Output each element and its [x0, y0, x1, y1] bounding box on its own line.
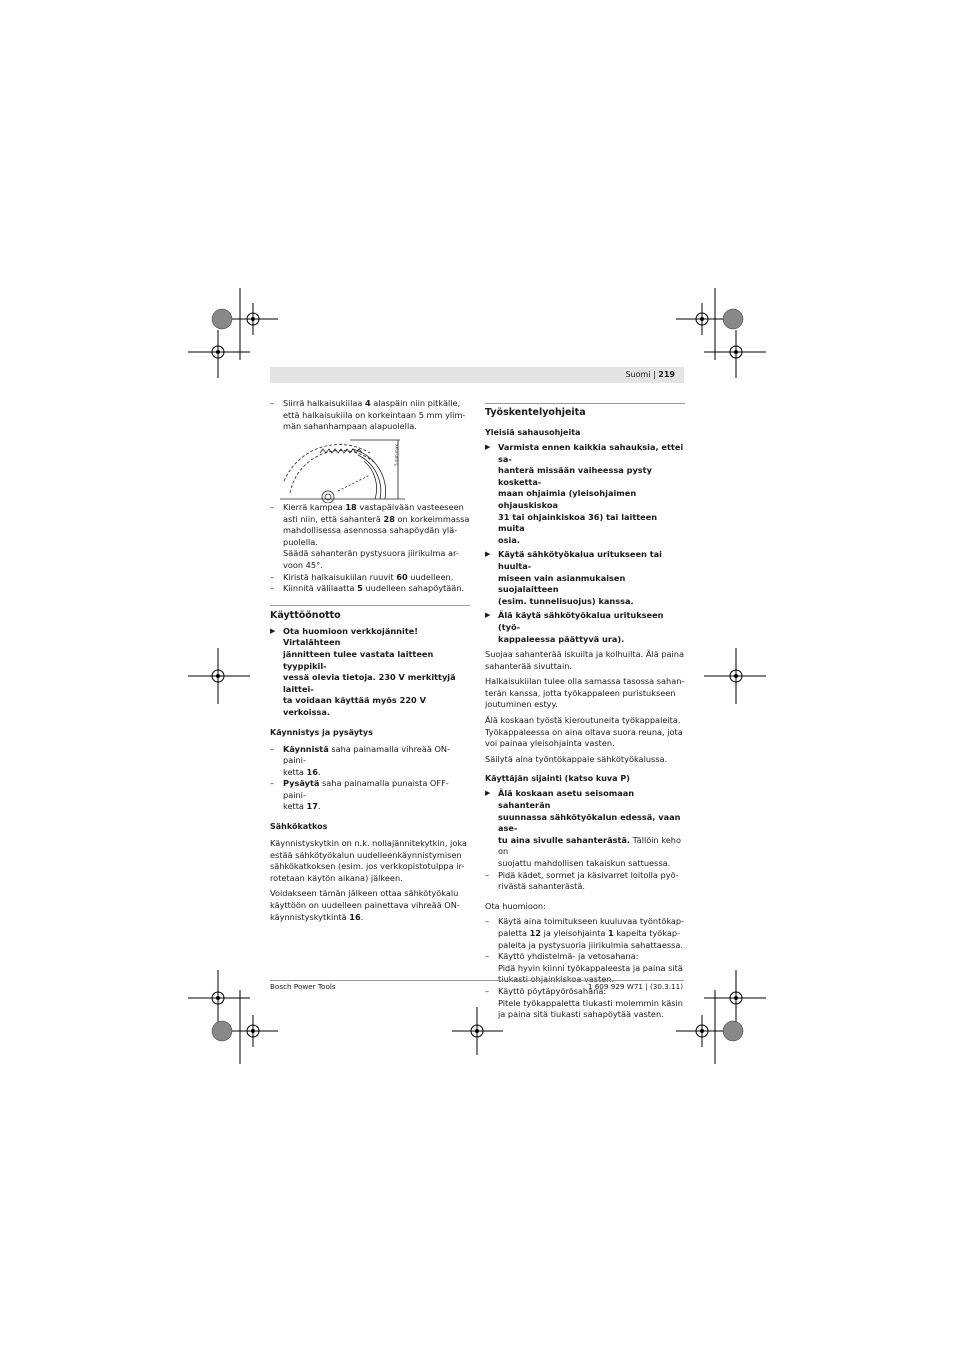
paragraph: Säilytä aina työntökappale sähkötyökalussa.: [485, 753, 668, 764]
list-item: – Käyttö pöytäpyörösahana: Pitele työkappaletta tiukasti molemmin käsin ja paina sitä tiukasti sahapöytää vasten.: [485, 986, 685, 1021]
section-heading: Työskentelyohjeita: [485, 407, 586, 418]
left-column-continued: [270, 502, 470, 923]
warning-item: ▶ Ota huomioon verkkojännite! Virtalähteen jännitteen tulee vastata laitteen tyyppikil- vessä olevia tietoja. 230 V merkittyjä laittei- ta voidaan käyttää myös 220 V verkoissa.: [270, 626, 470, 719]
subsection-heading: Käyttäjän sijainti (katso kuva P): [485, 774, 630, 784]
section-heading: Käyttöönotto: [270, 609, 341, 621]
footer-rule: [270, 980, 684, 981]
warning-item: ▶ Käytä sähkötyökalua uritukseen tai huulta- miseen vain asianmukaisen suojalaitteen (esim. tunnelisuojus) kanssa.: [485, 549, 685, 607]
warning-item: ▶ Älä koskaan asetu seisomaan sahanterän suunnassa sähkötyökalun edessä, vaan ase- tu aina sivulle sahanterästä. Tällöin keho on suojattu mahdollisen takaiskun sattuessa.: [485, 788, 685, 869]
page-number: 219: [658, 370, 675, 379]
list-item: – Käyttö yhdistelmä- ja vetosahana: Pidä hyvin kiinni työkappaleesta ja paina sitä tiukasti ohjainkiskoa vasten.: [485, 951, 685, 986]
footer-right: 1 609 929 W71 | (30.3.11): [587, 982, 683, 991]
warning-item: ▶ Varmista ennen kaikkia sahauksia, ettei sa- hanterä missään vaiheessa pysty kosketta- maan ohjaimia (yleisohjaimen ohjauskiskoa 31 tai ohjainkiskoa 36) tai laitteen muita osia.: [485, 442, 685, 546]
paragraph: Voidakseen tämän jälkeen ottaa sähkötyökalu käyttöön on uudelleen painettava vihreää ON- käynnistyskytkintä 16.: [270, 888, 460, 922]
paragraph: Halkaisukiilan tulee olla samassa tasossa sahan- terän kanssa, jotta työkappaleen puristukseen joutuminen estyy.: [485, 676, 685, 710]
page-header: Suomi | 219: [270, 367, 684, 383]
right-column: [485, 403, 685, 1021]
list-item: – Siirrä halkaisukiilaa 4 alaspäin niin pitkälle, että halkaisukiila on korkeintaan 5 mm ylim- män sahanhampaan alapuolella.: [270, 398, 470, 433]
left-column: [270, 398, 470, 433]
paragraph: Käynnistyskytkin on n.k. nollajännitekytkin, joka estää sähkötyökalun uudelleenkäynnistymisen sähkökatkoksen (esim. jos verkkopistotulppa ir- rotetaan käytön aikana) jälkeen.: [270, 838, 467, 883]
list-item: – Käytä aina toimitukseen kuuluvaa työntökap- paletta 12 ja yleisohjainta 1 kapeita työkap- paleita ja pystysuoria jiirikulmia sahattaessa.: [485, 916, 685, 951]
list-item: – Käynnistä saha painamalla vihreää ON-paini- ketta 16.: [270, 744, 470, 779]
paragraph: Älä koskaan työstä kieroutuneita työkappaleita. Työkappaleessa on aina oltava suora reuna, jota voi painaa yleisohjainta vasten.: [485, 715, 683, 749]
list-item: – Pidä kädet, sormet ja käsivarret loitolla pyö- rivästä sahanterästä.: [485, 870, 685, 893]
figure-label: 5 mm max.: [394, 443, 399, 466]
list-item: – Pysäytä saha painamalla punaista OFF-paini- ketta 17.: [270, 778, 470, 813]
paragraph: Suojaa sahanterää iskuilta ja kolhuilta. Älä paina sahanterää sivuttain.: [485, 649, 685, 671]
subsection-heading: Yleisiä sahausohjeita: [485, 428, 581, 437]
warning-item: ▶ Älä käytä sähkötyökalua uritukseen (työ- kappaleessa päättyvä ura).: [485, 610, 685, 645]
list-item: – Kiristä halkaisukiilan ruuvit 60 uudelleen.: [270, 572, 470, 584]
footer-left: Bosch Power Tools: [270, 982, 336, 991]
saw-blade-illustration-icon: [280, 435, 420, 503]
note-label: Ota huomioon:: [485, 900, 546, 911]
subsection-heading: Käynnistys ja pysäytys: [270, 727, 373, 737]
riving-knife-figure: [280, 435, 420, 503]
header-language: Suomi: [625, 370, 651, 379]
subsection-heading: Sähkökatkos: [270, 822, 328, 832]
list-item: – Kierrä kampea 18 vastapäivään vasteeseen asti niin, että sahanterä 28 on korkeimmassa mahdollisessa asennossa sahapöydän ylä- puolella. Säädä sahanterän pystysuora jiirikulma ar- voon 45°.: [270, 502, 470, 572]
list-item: – Kiinnitä välilaatta 5 uudelleen sahapöytään.: [270, 583, 470, 595]
